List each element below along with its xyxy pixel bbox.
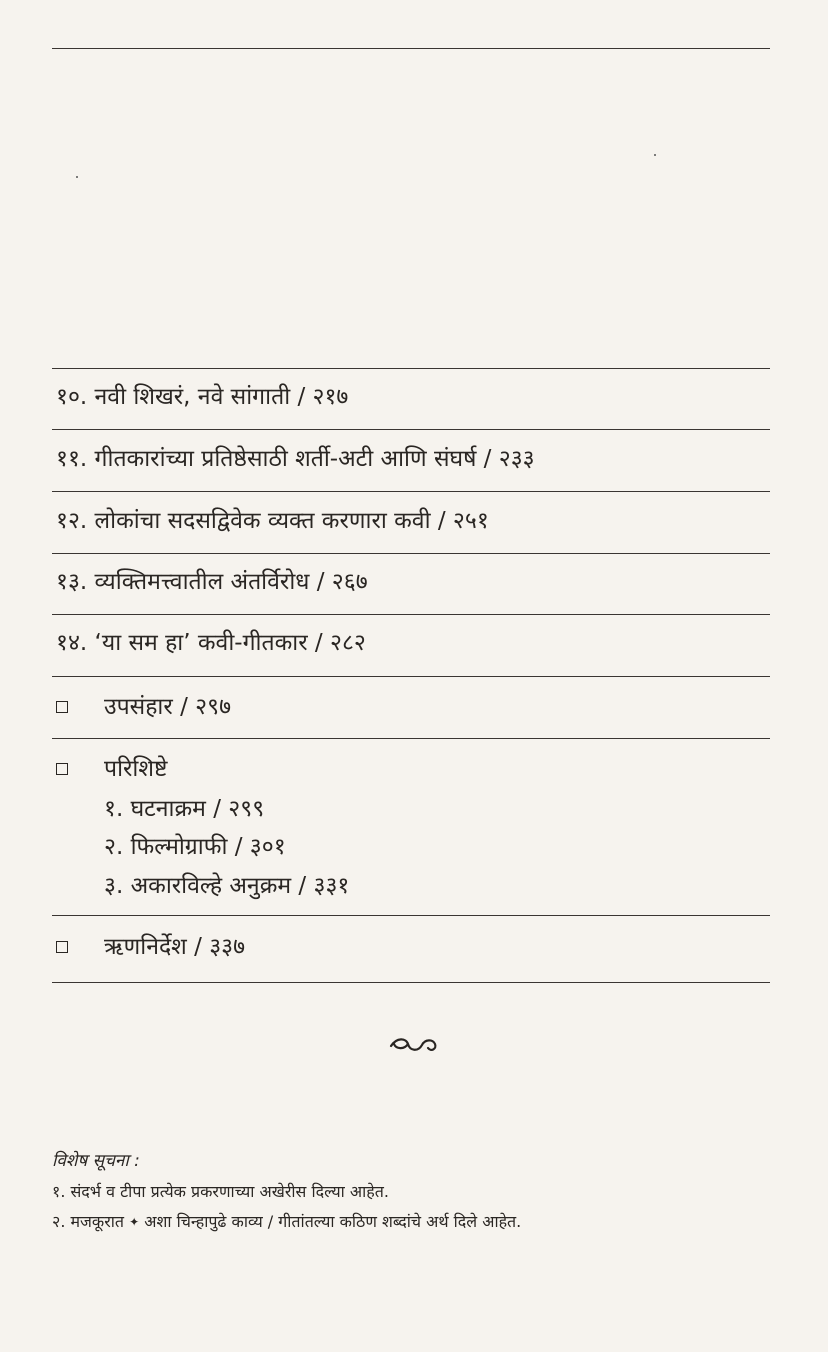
toc-chapter-14: १४. ‘या सम हा’ कवी-गीतकार / २८२ [56,630,366,656]
toc-chapter-12: १२. लोकांचा सदसद्विवेक व्यक्त करणारा कवी / २५१ [56,508,489,534]
note-line-2 [52,1210,521,1232]
toc-parishishte-title: परिशिष्टे [104,756,168,782]
note-line-2-end: अशा चिन्हापुढे काव्य / गीतांतल्या कठिण शब्दांचे अर्थ दिले आहेत. [144,1212,522,1231]
appendix-item: ३. अकारविल्हे अनुक्रम / ३३१ [104,873,350,899]
square-bullet-icon [56,941,68,953]
toc-rule [52,915,770,916]
appendix-item: २. फिल्मोग्राफी / ३०१ [104,834,286,860]
toc-rule [52,491,770,492]
toc-chapter-11: ११. गीतकारांच्या प्रतिष्ठेसाठी शर्ती-अटी आणि संघर्ष / २३३ [56,446,535,472]
notes-heading: विशेष सूचना : [52,1151,140,1171]
note-line-1: १. संदर्भ व टीपा प्रत्येक प्रकरणाच्या अखेरीस दिल्या आहेत. [52,1182,389,1201]
square-bullet-icon [56,701,68,713]
square-bullet-icon [56,763,68,775]
toc-runanirdesh [56,932,246,962]
speck [654,154,656,156]
toc-rule [52,368,770,369]
toc-rule [52,429,770,430]
toc-chapter-10: १०. नवी शिखरं, नवे सांगाती / २१७ [56,384,349,410]
toc-chapter-13: १३. व्यक्तिमत्त्वातील अंतर्विरोध / २६७ [56,569,368,595]
toc-upsanhar-label: उपसंहार / २९७ [104,694,232,720]
toc-runanirdesh-label: ऋणनिर्देश / ३३७ [104,934,246,960]
flourish-ornament-icon [388,1032,440,1058]
toc-rule [52,982,770,983]
star-marker-icon: ✦ [129,1215,140,1229]
appendix-item: १. घटनाक्रम / २९९ [104,796,265,822]
toc-rule [52,614,770,615]
speck [76,176,78,178]
toc-rule [52,553,770,554]
top-rule [52,48,770,49]
toc-parishishte [56,754,168,784]
note-line-2-start: २. मजकूरात [52,1212,125,1231]
toc-rule [52,676,770,677]
toc-upsanhar [56,692,232,722]
toc-rule [52,738,770,739]
